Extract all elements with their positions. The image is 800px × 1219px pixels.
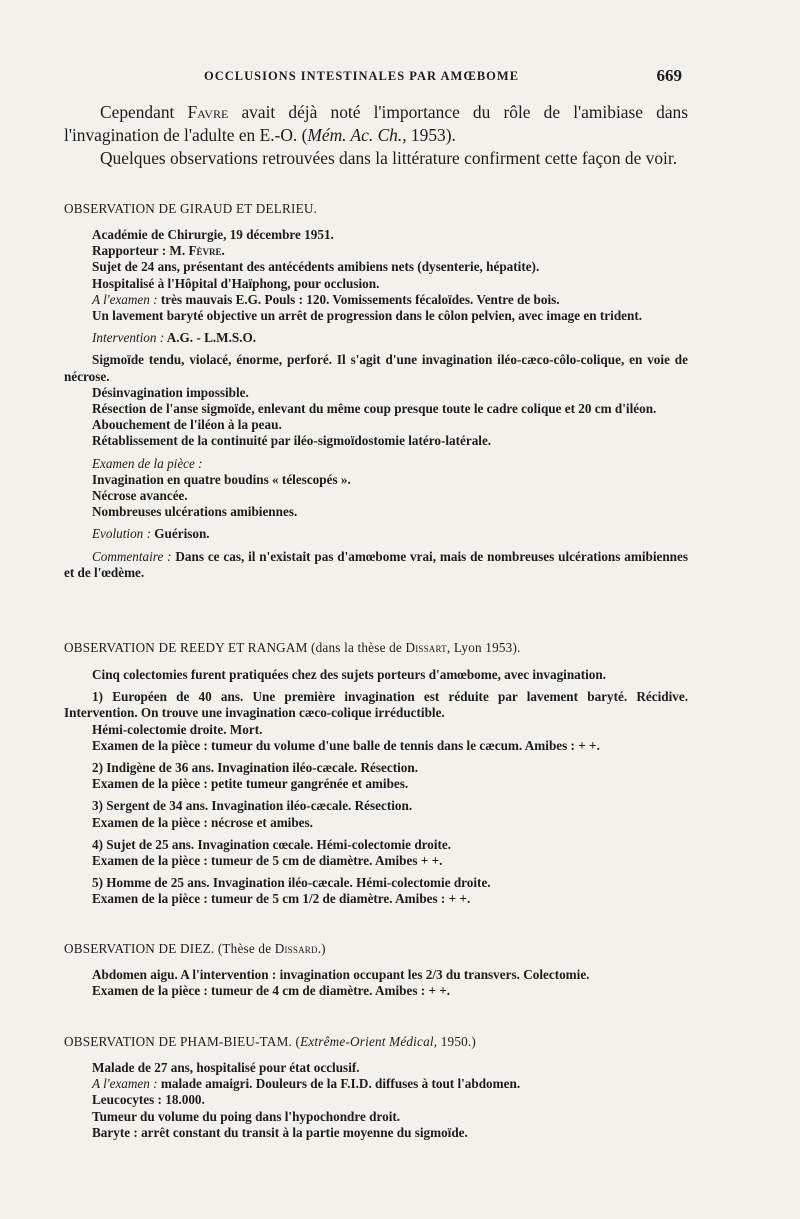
text: 1953).	[406, 125, 456, 145]
author-name: Favre	[187, 102, 229, 122]
text: Rapporteur : M.	[92, 243, 189, 259]
label: Examen de la pièce :	[92, 455, 203, 471]
label: Intervention :	[92, 330, 165, 346]
case-5: 5) Homme de 25 ans. Invagination iléo-cæcale. Hémi-colectomie droite.	[92, 875, 491, 891]
observation-reedy-rangam	[64, 667, 688, 908]
line: Résection de l'anse sigmoïde, enlevant du même coup presque toute le cadre colique et 20 cm d'iléon.	[92, 401, 657, 417]
text: Cependant	[100, 102, 188, 122]
page-number: 669	[656, 66, 682, 85]
text: avait déjà noté l'importance du rôle de l'amibiase dans l'invagination de l'adulte en E.-O. (	[64, 102, 688, 145]
intro-paragraph-2: Quelques observations retrouvées dans la littérature confirment cette façon de voir.	[100, 148, 678, 168]
observation-title-diez	[64, 941, 688, 957]
text: OBSERVATION DE PHAM-BIEU-TAM.	[64, 1034, 296, 1049]
line: Académie de Chirurgie, 19 décembre 1951.	[92, 227, 334, 242]
intro-paragraph-1	[64, 101, 688, 147]
line: Hospitalisé à l'Hôpital d'Haïphong, pour occlusion.	[92, 275, 380, 291]
text: OBSERVATION DE DIEZ.	[64, 941, 218, 956]
text: malade amaigri. Douleurs de la F.I.D. diffuses à tout l'abdomen.	[157, 1076, 521, 1092]
line: Examen de la pièce : tumeur de 5 cm de diamètre. Amibes + +.	[92, 853, 443, 869]
observation-diez	[64, 967, 688, 999]
label: Commentaire :	[92, 548, 172, 564]
case-1: 1) Européen de 40 ans. Une première invagination est réduite par lavement baryté. Récidive. Intervention. On trouve une invagination cæco-colique irréductible.	[64, 689, 688, 721]
label: Evolution :	[92, 526, 151, 542]
text: OBSERVATION DE REEDY ET RANGAM	[64, 640, 312, 655]
case-4: 4) Sujet de 25 ans. Invagination cœcale. Hémi-colectomie droite.	[92, 836, 452, 852]
line	[64, 330, 688, 346]
observation-pham-bieu-tam	[64, 1060, 688, 1141]
running-title: OCCLUSIONS INTESTINALES PAR AMŒBOME	[204, 69, 520, 83]
observation-title-reedy-rangam	[64, 640, 688, 656]
line	[64, 292, 688, 308]
label: A l'examen :	[92, 1076, 158, 1092]
citation: Extrême-Orient Médical,	[300, 1034, 438, 1049]
line: Malade de 27 ans, hospitalisé pour état occlusif.	[92, 1060, 360, 1075]
line: Sigmoïde tendu, violacé, énorme, perforé. Il s'agit d'une invagination iléo-cæco-côlo-colique, en voie de nécrose.	[64, 352, 688, 384]
line: Nombreuses ulcérations amibiennes.	[92, 504, 298, 520]
line	[64, 549, 688, 581]
case-3: 3) Sergent de 34 ans. Invagination iléo-cæcale. Résection.	[92, 798, 413, 814]
case-2: 2) Indigène de 36 ans. Invagination iléo-cæcale. Résection.	[92, 760, 419, 776]
line: Sujet de 24 ans, présentant des antécédents amibiens nets (dysenterie, hépatite).	[92, 259, 540, 275]
line: Abouchement de l'iléon à la peau.	[92, 417, 282, 433]
line: Nécrose avancée.	[92, 488, 188, 504]
text: , Lyon 1953).	[446, 640, 521, 655]
intro-text	[64, 101, 688, 170]
observation-giraud-delrieu	[64, 227, 688, 581]
text: 1950.)	[437, 1034, 477, 1049]
text: (dans la thèse de	[311, 640, 406, 655]
line: Désinvagination impossible.	[92, 384, 249, 400]
text: .)	[317, 941, 326, 956]
line: Hémi-colectomie droite. Mort.	[92, 721, 263, 737]
label: A l'examen :	[92, 291, 158, 307]
citation: Mém. Ac. Ch.,	[307, 125, 407, 145]
line: Leucocytes : 18.000.	[92, 1092, 205, 1108]
line: Rétablissement de la continuité par iléo-sigmoïdostomie latéro-latérale.	[92, 433, 492, 449]
text: Dans ce cas, il n'existait pas d'amœbome vrai, mais de nombreuses ulcérations amibiennes et de l'œdème.	[64, 548, 688, 580]
text: Guérison.	[150, 526, 210, 542]
line: Baryte : arrêt constant du transit à la partie moyenne du sigmoïde.	[92, 1124, 468, 1140]
observation-title-pham-bieu-tam	[64, 1034, 688, 1050]
line	[64, 1076, 688, 1092]
line: Abdomen aigu. A l'intervention : invagination occupant les 2/3 du transvers. Colectomie.	[92, 967, 590, 982]
line: Examen de la pièce : nécrose et amibes.	[92, 814, 313, 830]
observation-title-giraud-delrieu: OBSERVATION DE GIRAUD ET DELRIEU.	[64, 201, 318, 216]
line: Examen de la pièce : tumeur de 5 cm 1/2 de diamètre. Amibes : + +.	[92, 891, 471, 907]
author-name: Dissard	[274, 941, 318, 956]
line: Un lavement baryté objective un arrêt de progression dans le côlon pelvien, avec image en trident.	[92, 308, 643, 324]
line: Invagination en quatre boudins « télescopés ».	[92, 471, 351, 487]
text: A.G. - L.M.S.O.	[164, 330, 257, 346]
author-name: Dissart	[405, 640, 447, 655]
line	[64, 243, 688, 259]
running-header	[64, 66, 688, 86]
line	[64, 526, 688, 542]
line: Examen de la pièce : tumeur de 4 cm de diamètre. Amibes : + +.	[92, 983, 451, 999]
line: Examen de la pièce : petite tumeur gangrénée et amibes.	[92, 776, 409, 792]
text: très mauvais E.G. Pouls : 120. Vomissements fécaloïdes. Ventre de bois.	[157, 291, 560, 307]
line: Cinq colectomies furent pratiquées chez des sujets porteurs d'amœbome, avec invagination.	[92, 667, 607, 682]
text: (Thèse de	[217, 941, 275, 956]
line: Examen de la pièce : tumeur du volume d'une balle de tennis dans le cæcum. Amibes : + +.	[92, 737, 600, 753]
author-name: Fèvre.	[188, 243, 225, 259]
text: (	[295, 1034, 301, 1049]
line: Tumeur du volume du poing dans l'hypochondre droit.	[92, 1108, 401, 1124]
